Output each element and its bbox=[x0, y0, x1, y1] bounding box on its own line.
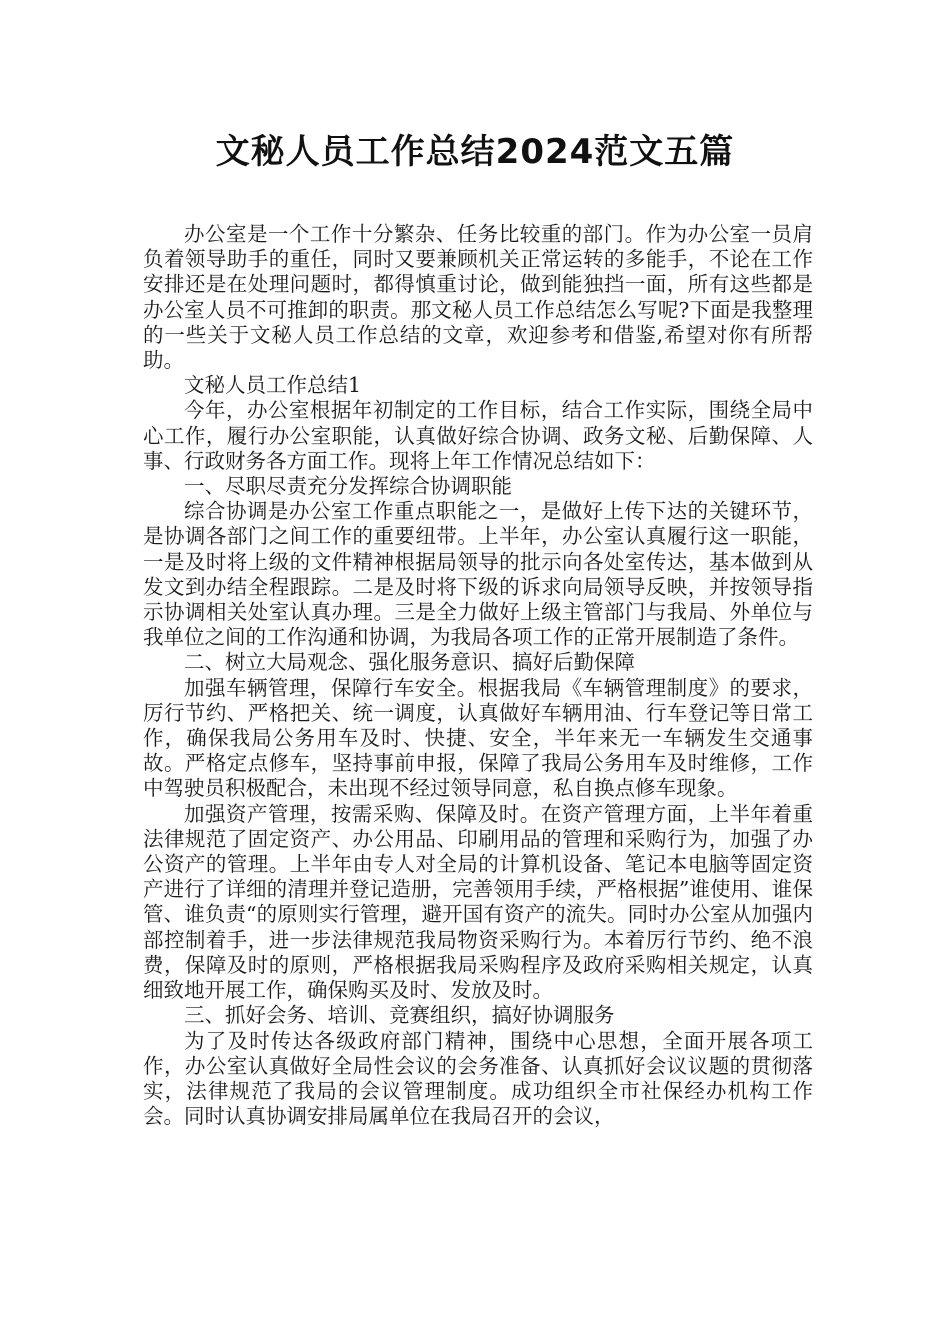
document-title: 文秘人员工作总结2024范文五篇 bbox=[215, 132, 735, 172]
paragraph: 综合协调是办公室工作重点职能之一，是做好上传下达的关键环节，是协调各部门之间工作的重要纽带。上半年，办公室认真履行这一职能，一是及时将上级的文件精神根据局领导的批示向各处室传达，基本做到从发文到办结全程跟踪。二是及时将下级的诉求向局领导反映，并按领导指示协调相关处室认真办理。三是全力做好上级主管部门与我局、外单位与我单位之间的工作沟通和协调，为我局各项工作的正常开展制造了条件。 bbox=[143, 499, 813, 650]
paragraph: 为了及时传达各级政府部门精神，围绕中心思想，全面开展各项工作，办公室认真做好全局性会议的会务准备、认真抓好会议议题的贯彻落实，法律规范了我局的会议管理制度。成功组织全市社保经办机构工作会。同时认真协调安排局属单位在我局召开的会议， bbox=[143, 1028, 813, 1129]
paragraph: 办公室是一个工作十分繁杂、任务比较重的部门。作为办公室一员肩负着领导助手的重任，同时又要兼顾机关正常运转的多能手，不论在工作安排还是在处理问题时，都得慎重讨论，做到能独挡一面，所有这些都是办公室人员不可推卸的职责。那文秘人员工作总结怎么写呢?下面是我整理的一些关于文秘人员工作总结的文章，欢迎参考和借鉴,希望对你有所帮助。 bbox=[143, 222, 813, 373]
paragraph: 今年，办公室根据年初制定的工作目标，结合工作实际，围绕全局中心工作，履行办公室职能，认真做好综合协调、政务文秘、后勤保障、人事、行政财务各方面工作。现将上年工作情况总结如下： bbox=[143, 398, 813, 473]
paragraph: 加强资产管理，按需采购、保障及时。在资产管理方面，上半年着重法律规范了固定资产、办公用品、印刷用品的管理和采购行为，加强了办公资产的管理。上半年由专人对全局的计算机设备、笔记本电脑等固定资产进行了详细的清理并登记造册，完善领用手续，严格根据”谁使用、谁保管、谁负责“的原则实行管理，避开国有资产的流失。同时办公室从加强内部控制着手，进一步法律规范我局物资采购行为。本着厉行节约、绝不浪费，保障及时的原则，严格根据我局采购程序及政府采购相关规定，认真细致地开展工作，确保购买及时、发放及时。 bbox=[143, 801, 813, 1003]
section-heading: 文秘人员工作总结1 bbox=[184, 373, 362, 398]
section-heading: 二、树立大局观念、强化服务意识、搞好后勤保障 bbox=[184, 650, 635, 675]
document-body bbox=[143, 222, 813, 1129]
section-heading: 一、尽职尽责充分发挥综合协调职能 bbox=[184, 474, 512, 499]
section-heading: 三、抓好会务、培训、竞赛组织，搞好协调服务 bbox=[184, 1003, 615, 1028]
paragraph: 加强车辆管理，保障行车安全。根据我局《车辆管理制度》的要求，厉行节约、严格把关、统一调度，认真做好车辆用油、行车登记等日常工作，确保我局公务用车及时、快捷、安全，半年来无一车辆发生交通事故。严格定点修车，坚持事前申报，保障了我局公务用车及时维修，工作中驾驶员积极配合，未出现不经过领导同意，私自换点修车现象。 bbox=[143, 675, 813, 801]
